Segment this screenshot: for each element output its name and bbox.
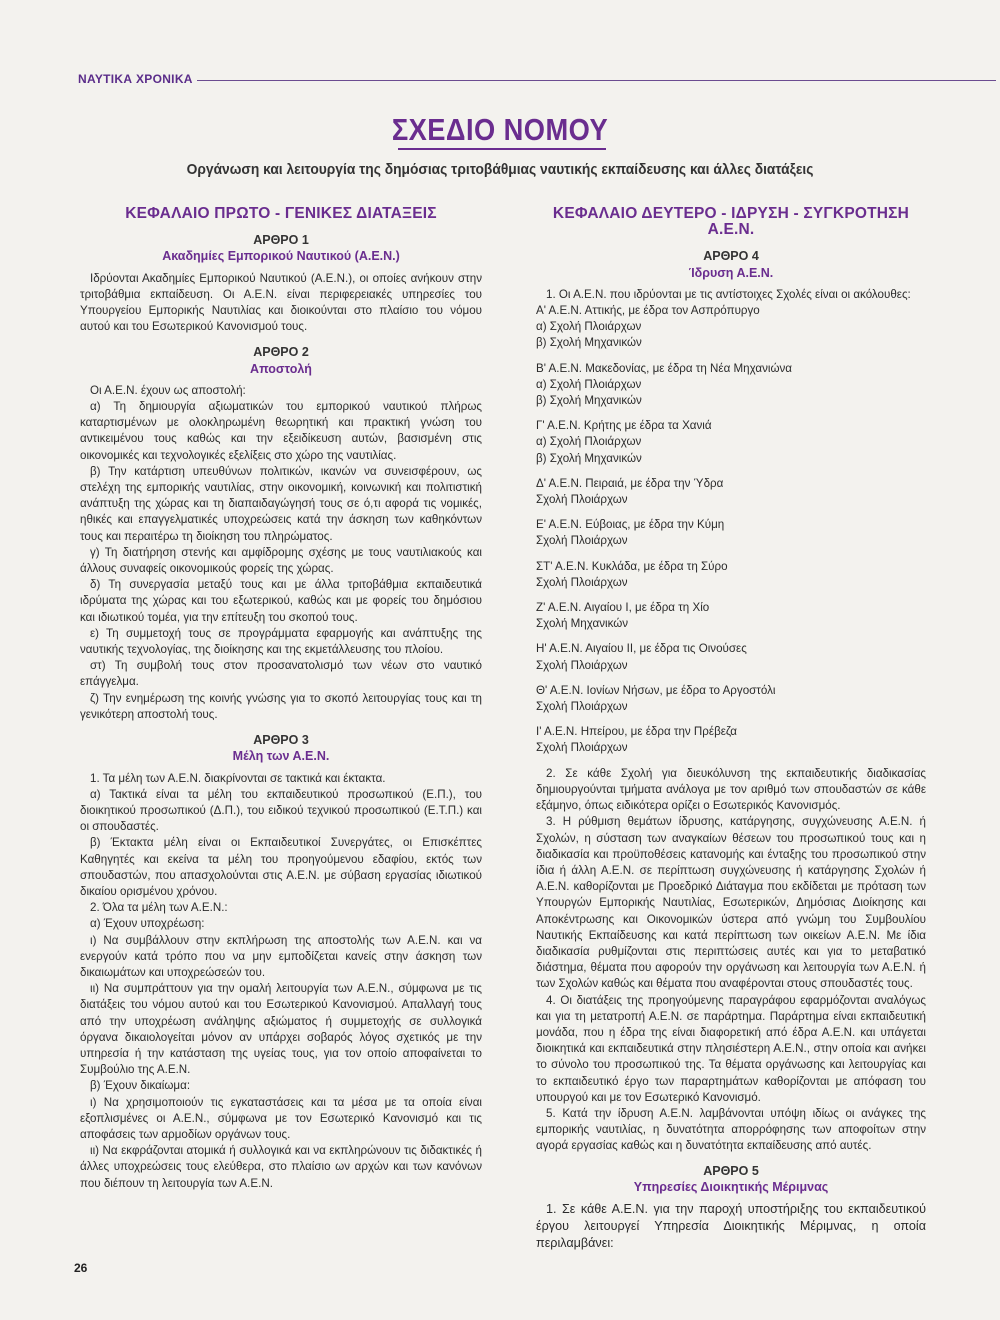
article-3-item-b: β) Έκτακτα μέλη είναι οι Εκπαιδευτικοί Συνεργάτες, οι Επισκέπτες Καθηγητές και εκείνα τα μέλη του προηγούμενου εδαφίου, εκτός των σπουδαστών, που απασχολούνται στις Α.Ε.Ν. με σύβαση εργασίας ιδιωτικού δικαίου ορισμένου χρόνου. [80, 836, 482, 898]
page-subtitle: Οργάνωση και λειτουργία της δημόσιας τριτοβάθμιας ναυτικής εκπαίδευσης και άλλες διατάξεις [186, 161, 814, 178]
academy-name: Ζ' Α.Ε.Ν. Αιγαίου Ι, με έδρα τη Χίο [536, 601, 710, 615]
article-2-item-a: α) Τη δημιουργία αξιωματικών του εμπορικού ναυτικού πλήρως καταρτισμένων με ολοκληρωμένη θεωρητική και πρακτική γνώση του αντικειμένου τους καθώς και την εξειδίκευση αυτών, βασισμένη στις οικονομικές και τεχνολογικές εξελίξεις στο χώρο της ναυτιλίας. [80, 400, 482, 462]
academy-a [536, 303, 926, 352]
article-1-text: Ιδρύονται Ακαδημίες Εμπορικού Ναυτικού (Α.Ε.Ν.), οι οποίες ανήκουν στην τριτοβάθμια εκπαίδευση. Οι Α.Ε.Ν. είναι περιφερειακές υπηρεσίες του Υπουργείου Εμπορικής Ναυτιλίας και διοικούνται στο πλαίσιο του νόμου αυτού και του Εσωτερικού Κανονισμού τους. [80, 271, 482, 334]
academy-i [536, 724, 926, 756]
academy-e [536, 517, 926, 549]
academy-name: ΣΤ' Α.Ε.Ν. Κυκλάδα, με έδρα τη Σύρο [536, 559, 728, 573]
school-item: Σχολή Πλοιάρχων [536, 493, 628, 507]
running-header [78, 72, 996, 90]
right-column [536, 206, 926, 1252]
article-4-par-4: 4. Οι διατάξεις της προηγούμενης παραγράφου εφαρμόζονται αναλόγως και για τη μετατροπή Α.Ε.Ν. σε παράρτημα. Παράρτημα είναι εκπαιδευτική μονάδα, που η έδρα της είναι διαφορετική από έδρα Α.Ε.Ν. και υπάγεται διοικητικά και εκπαιδευτικά στην πλησιέστερη Α.Ε.Ν., στην οποία και ανήκει το σύνολο του προσωπικού της. Τα θέματα οργάνωσης και λειτουργίας και το εκπαιδευτικό έργο των παραρτημάτων καθορίζονται με απόφαση του υπουργού και με τον Εσωτερικό Κανονισμό. [536, 993, 926, 1104]
academy-name: Ε' Α.Ε.Ν. Εύβοιας, με έδρα την Κύμη [536, 518, 725, 532]
article-2-number: ΑΡΘΡΟ 2 [253, 345, 309, 360]
article-3-item-i: ι) Να συμβάλλουν στην εκπλήρωση της αποστολής των Α.Ε.Ν. και να ενεργούν κατά τρόπο που να μην εμποδίζεται κανείς στην άσκηση των δικαιωμάτων και υποχρεώσεών του. [80, 933, 482, 979]
school-item: Σχολή Πλοιάρχων [536, 700, 628, 714]
title-underline [398, 148, 606, 150]
article-3-item-a: α) Τακτικά είναι τα μέλη του εκπαιδευτικού προσωπικού (Ε.Π.), του διοικητικού προσωπικού (Δ.Π.), του ειδικού τεχνικού προσωπικού (Ε.Τ.Π.) και οι σπουδαστές. [80, 787, 482, 834]
academy-b [536, 361, 926, 410]
school-item: α) Σχολή Πλοιάρχων [536, 320, 642, 334]
article-3-item-b-ii: ιι) Να εκφράζονται ατομικά ή συλλογικά και να εκπληρώνουν τις διδακτικές ή άλλες υποχρεώσεις τους ελεύθερα, στο πλαίσιο ων αρχών και των κανόνων που διέπουν τη λειτουργία των Α.Ε.Ν. [80, 1144, 482, 1190]
article-3-par-1: 1. Τα μέλη των Α.Ε.Ν. διακρίνονται σε τακτικά και έκτακτα. [90, 771, 386, 785]
magazine-name: ΝΑΥΤΙΚΑ ΧΡΟΝΙΚΑ [78, 72, 197, 86]
article-4-number: ΑΡΘΡΟ 4 [703, 249, 759, 264]
article-2-item-st: στ) Τη συμβολή τους στον προσανατολισμό των νέων στο ναυτικό επάγγελμα. [80, 659, 482, 689]
academy-name: Β' Α.Ε.Ν. Μακεδονίας, με έδρα τη Νέα Μηχανιώνα [536, 361, 793, 375]
article-2-item-z: ζ) Την ενημέρωση της κοινής γνώσης για το σκοπό λειτουργίας τους και τη γενικότερη αποστολή τους. [80, 691, 482, 721]
left-column [80, 206, 482, 1192]
school-item: Σχολή Πλοιάρχων [536, 534, 628, 548]
academy-d [536, 476, 926, 508]
chapter-one-title: ΚΕΦΑΛΑΙΟ ΠΡΩΤΟ - ΓΕΝΙΚΕΣ ΔΙΑΤΑΞΕΙΣ [125, 205, 437, 222]
chapter-two-title: ΚΕΦΑΛΑΙΟ ΔΕΥΤΕΡΟ - ΙΔΡΥΣΗ - ΣΥΓΚΡΟΤΗΣΗ Α.Ε.Ν. [552, 205, 910, 239]
article-3-title: Μέλη των Α.Ε.Ν. [232, 749, 330, 764]
school-item: β) Σχολή Μηχανικών [536, 451, 642, 465]
page-title: ΣΧΕΔΙΟ ΝΟΜΟΥ [391, 112, 609, 147]
academy-th [536, 683, 926, 715]
article-2-intro: Οι Α.Ε.Ν. έχουν ως αποστολή: [90, 383, 246, 397]
academy-c [536, 418, 926, 467]
header-rule [78, 80, 996, 81]
article-3-par-2a: α) Έχουν υποχρέωση: [90, 917, 205, 931]
article-2-item-c: γ) Τη διατήρηση στενής και αμφίδρομης σχέσης με τους ναυτιλιακούς και άλλους συναφείς οικονομικούς φορείς της χώρας. [80, 545, 482, 576]
article-4-par-2: 2. Σε κάθε Σχολή για διευκόλυνση της εκπαιδευτικής διαδικασίας δημιουργούνται τμήματα ανάλογα με τον αριθμό των σπουδαστών σε κάθε εξάμηνο, όπως ειδικότερα ορίζει ο Εσωτερικός Κανονισμός. [536, 766, 926, 813]
school-item: β) Σχολή Μηχανικών [536, 336, 642, 350]
school-item: Σχολή Πλοιάρχων [536, 575, 628, 589]
academy-name: Γ' Α.Ε.Ν. Κρήτης με έδρα τα Χανιά [536, 419, 712, 433]
school-item: α) Σχολή Πλοιάρχων [536, 435, 642, 449]
academy-name: Θ' Α.Ε.Ν. Ιονίων Νήσων, με έδρα το Αργοστόλι [536, 683, 776, 697]
article-3-item-ii: ιι) Να συμπράττουν για την ομαλή λειτουργία των Α.Ε.Ν., σύμφωνα με τις διατάξεις του νόμου αυτού και του Εσωτερικού Κανονισμού. Απαλλαγή τους από την υποχρέωση ανάληψης αξιώματος ή συμμετοχής σε συλλογικά όργανα δικαιολογείται μόνον αν υπάρχει σοβαρός λόγος σχετικός με την υπηρεσία ή την κατάσταση της υγείας τους, για τον οποίο αποφαίνεται το Συμβούλιο της Α.Ε.Ν. [80, 982, 482, 1077]
article-1-number: ΑΡΘΡΟ 1 [253, 233, 309, 248]
academy-st [536, 559, 926, 591]
academy-z [536, 600, 926, 632]
school-item: Σχολή Πλοιάρχων [536, 741, 628, 755]
school-item: Σχολή Πλοιάρχων [536, 658, 628, 672]
article-3-par-2b: β) Έχουν δικαίωμα: [90, 1079, 191, 1093]
page-number: 26 [74, 1261, 88, 1275]
article-4-par-1: 1. Οι Α.Ε.Ν. που ιδρύονται με τις αντίστοιχες Σχολές είναι οι ακόλουθες: [546, 287, 911, 301]
school-item: β) Σχολή Μηχανικών [536, 394, 642, 408]
article-2-item-b: β) Την κατάρτιση υπευθύνων πολιτικών, ικανών να συνεισφέρουν, ως στελέχη της εμπορικής ναυτιλίας, στην οικονομική, κοινωνική και πολιτιστική ανάπτυξη της χώρας και τη διαπαιδαγώγησή τους σε ό,τι αφορά τις νομικές, ηθικές και επαγγελματικές υποχρεώσεις κατά την άσκηση των καθηκόντων τους και περαιτέρω τη διοίκηση του πληρώματος. [80, 464, 482, 543]
academy-name: Α' Α.Ε.Ν. Αττικής, με έδρα τον Ασπρόπυργο [536, 304, 760, 318]
article-5-title: Υπηρεσίες Διοικητικής Μέριμνας [633, 1179, 829, 1194]
article-2-title: Αποστολή [250, 361, 312, 376]
article-2-item-d: δ) Τη συνεργασία μεταξύ τους και με άλλα τριτοβάθμια εκπαιδευτικά ιδρύματα της χώρας και του εξωτερικού, καθώς και με φορείς του δημόσιου και ιδιωτικού τομέα, για την επίτευξη του σκοπού τους. [80, 578, 482, 624]
article-1-title: Ακαδημίες Εμπορικού Ναυτικού (Α.Ε.Ν.) [162, 249, 400, 264]
article-4-par-3: 3. Η ρύθμιση θεμάτων ίδρυσης, κατάργησης, συγχώνευσης Α.Ε.Ν. ή Σχολών, η σύσταση των αναγκαίων θέσεων του προσωπικού τους και η διαδικασία και προϋποθέσεις κατανομής και ένταξης του προσωπικού στην ίδια ή άλλη Α.Ε.Ν. σε περίπτωση συγχώνευσης ή κατάργησης Σχολών ή Α.Ε.Ν. καθορίζονται με Προεδρικό Διάταγμα που εκδίδεται με πρόταση των Υπουργών Εμπορικής Ναυτιλίας, Εσωτερικών, Δημόσιας Διοίκησης και Αποκέντρωσης και Οικονομικών ύστερα από γνώμη του Συμβουλίου Ναυτικής Εκπαίδευσης και κατά περίπτωση των οικείων Α.Ε.Ν. Με ίδια διαδικασία ρυθμίζονται στις περιπτώσεις αυτές και για το μεταβατικό διάστημα, θέματα που αφορούν την οργάνωση και λειτουργία των Α.Ε.Ν. ή των Σχολών καθώς και θέματα που αναφέρονται στους σπουδαστές τους. [536, 815, 926, 991]
article-4-par-5: 5. Κατά την ίδρυση Α.Ε.Ν. λαμβάνονται υπόψη ιδίως οι ανάγκες της εμπορικής ναυτιλίας, η δυνατότητα απορρόφησης των αποφοίτων στην αγορά εργασίας καθώς και η δυνατότητα εκπαίδευσης από αυτές. [536, 1106, 926, 1153]
academy-name: Ι' Α.Ε.Ν. Ηπείρου, με έδρα την Πρέβεζα [536, 725, 737, 739]
article-3-item-b-i: ι) Να χρησιμοποιούν τις εγκαταστάσεις και τα μέσα με τα οποία είναι εξοπλισμένες οι Α.Ε.Ν., σύμφωνα με τον Εσωτερικό Κανονισμό και τις αποφάσεις των αρμοδίων οργάνων τους. [80, 1095, 482, 1141]
school-item: Σχολή Μηχανικών [536, 617, 629, 631]
article-5-par-1: 1. Σε κάθε Α.Ε.Ν. για την παροχή υποστήριξης του εκπαιδευτικού έργου λειτουργεί Υπηρεσία Διοικητικής Μέριμνας, η οποία περιλαμβάνει: [536, 1201, 926, 1250]
article-4-title: Ίδρυση Α.Ε.Ν. [688, 265, 774, 280]
article-3-number: ΑΡΘΡΟ 3 [253, 733, 309, 748]
academy-h [536, 641, 926, 673]
academy-list [536, 303, 926, 757]
article-3-par-2: 2. Όλα τα μέλη των Α.Ε.Ν.: [90, 901, 228, 915]
article-2-item-e: ε) Τη συμμετοχή τους σε προγράμματα εφαρμογής και ανάπτυξης της ναυτικής τεχνολογίας, της διοίκησης και της εκμετάλλευσης του πλοίου. [80, 626, 482, 657]
school-item: α) Σχολή Πλοιάρχων [536, 377, 642, 391]
academy-name: Η' Α.Ε.Ν. Αιγαίου ΙΙ, με έδρα τις Οινούσες [536, 642, 747, 656]
article-5-number: ΑΡΘΡΟ 5 [703, 1163, 759, 1178]
academy-name: Δ' Α.Ε.Ν. Πειραιά, με έδρα την Ύδρα [536, 476, 724, 490]
